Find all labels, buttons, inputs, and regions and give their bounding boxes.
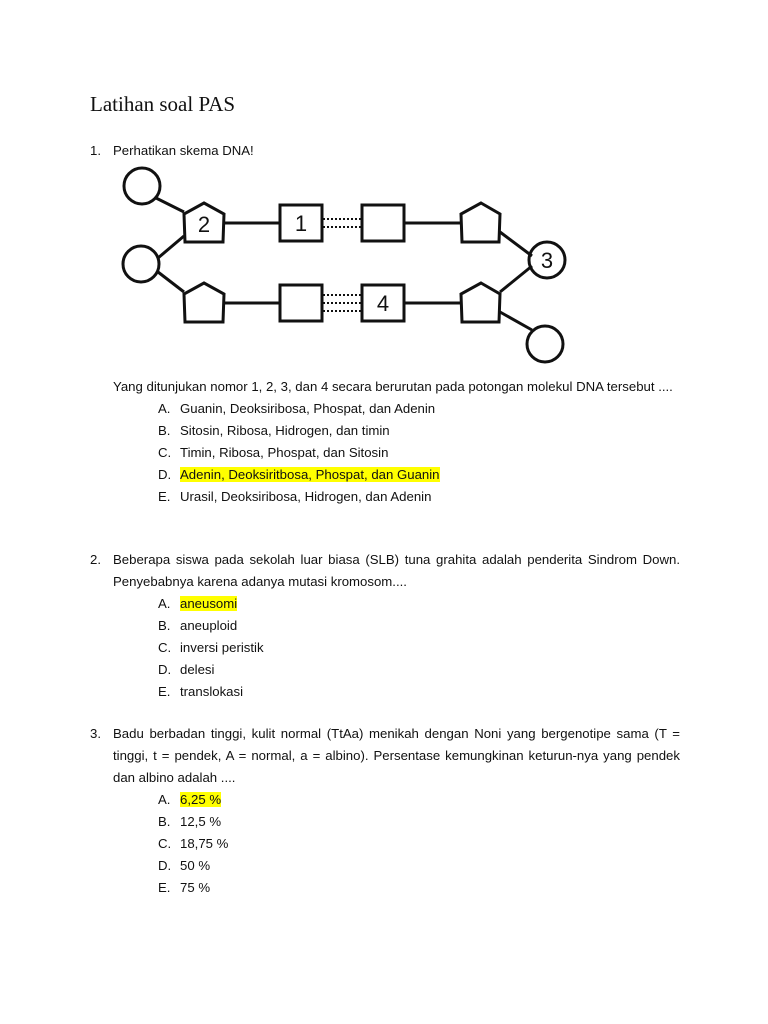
option-text: Timin, Ribosa, Phospat, dan Sitosin: [180, 445, 389, 460]
sugar-pentagon-top-right: [461, 203, 500, 242]
phosphate-circle-bottom-right: [527, 326, 563, 362]
options-list: [158, 789, 680, 899]
diagram-label-2: 2: [197, 212, 211, 237]
option-e[interactable]: E. translokasi: [158, 684, 244, 699]
options-list: [158, 398, 680, 508]
option-c[interactable]: C. inversi peristik: [158, 640, 264, 655]
option-text: 75 %: [180, 880, 211, 895]
question-text: Yang ditunjukan nomor 1, 2, 3, dan 4 secara berurutan pada potongan molekul DNA tersebut ....: [113, 379, 673, 394]
option-text-highlighted: aneusomi: [180, 596, 238, 611]
option-b[interactable]: B. aneuploid: [158, 618, 238, 633]
option-c[interactable]: C. 18,75 %: [158, 836, 229, 851]
option-d[interactable]: D. delesi: [158, 662, 215, 677]
phosphate-circle-top-left: [124, 168, 160, 204]
question-stem: Beberapa siswa pada sekolah luar biasa (SLB) tuna grahita adalah penderita Sindrom Down. Penyebabnya karena adanya mutasi kromosom....: [113, 552, 680, 589]
diagram-label-4: 4: [376, 291, 390, 316]
sugar-pentagon-bottom-right: [461, 283, 500, 322]
options-list: [158, 593, 680, 703]
option-text: Urasil, Deoksiribosa, Hidrogen, dan Adenin: [180, 489, 432, 504]
sugar-pentagon-bottom-left: [184, 283, 224, 322]
option-text: 50 %: [180, 858, 211, 873]
base-box-bottom-left: [280, 285, 322, 321]
option-e[interactable]: E. 75 %: [158, 880, 211, 895]
base-box-top-right: [362, 205, 404, 241]
option-e[interactable]: E. Urasil, Deoksiribosa, Hidrogen, dan Adenin: [158, 489, 432, 504]
page-title: Latihan soal PAS: [90, 92, 236, 116]
question-stem: Badu berbadan tinggi, kulit normal (TtAa) menikah dengan Noni yang bergenotipe sama (T = tinggi, t = pendek, A = normal, a = albino). Persentase kemungkinan keturun-nya yang pendek dan albino adalah ....: [113, 726, 680, 785]
phosphate-circle-left: [123, 246, 159, 282]
option-text: 18,75 %: [180, 836, 229, 851]
option-text: delesi: [180, 662, 215, 677]
question-number: 3.: [90, 726, 101, 741]
option-text: inversi peristik: [180, 640, 264, 655]
option-text: Sitosin, Ribosa, Hidrogen, dan timin: [180, 423, 390, 438]
option-text: aneuploid: [180, 618, 238, 633]
question-number: 1.: [90, 143, 101, 158]
option-a[interactable]: A. aneusomi: [158, 596, 238, 611]
diagram-label-1: 1: [294, 211, 308, 236]
question-number: 2.: [90, 552, 101, 567]
option-d[interactable]: D. Adenin, Deoksiritbosa, Phospat, dan Guanin: [158, 467, 440, 482]
option-text-highlighted: 6,25 %: [180, 792, 222, 807]
option-text: translokasi: [180, 684, 244, 699]
question-3: [90, 723, 680, 899]
option-text: Guanin, Deoksiribosa, Phospat, dan Adenin: [180, 401, 436, 416]
option-b[interactable]: B. 12,5 %: [158, 814, 222, 829]
diagram-label-3: 3: [540, 248, 554, 273]
option-text-highlighted: Adenin, Deoksiritbosa, Phospat, dan Guanin: [180, 467, 440, 482]
question-stem: Perhatikan skema DNA!: [113, 143, 254, 158]
dna-diagram: [112, 160, 582, 370]
option-a[interactable]: A. 6,25 %: [158, 792, 222, 807]
question-2: [90, 549, 680, 703]
option-c[interactable]: C. Timin, Ribosa, Phospat, dan Sitosin: [158, 445, 389, 460]
option-a[interactable]: A. Guanin, Deoksiribosa, Phospat, dan Adenin: [158, 401, 436, 416]
option-text: 12,5 %: [180, 814, 222, 829]
option-d[interactable]: D. 50 %: [158, 858, 211, 873]
option-b[interactable]: B. Sitosin, Ribosa, Hidrogen, dan timin: [158, 423, 390, 438]
